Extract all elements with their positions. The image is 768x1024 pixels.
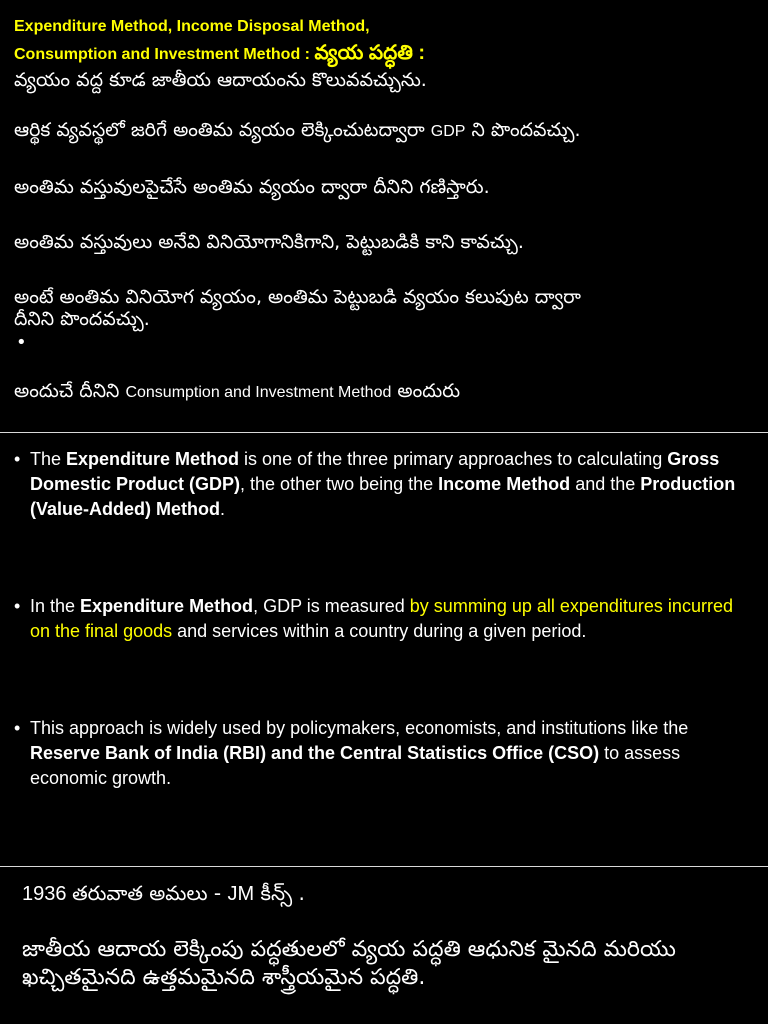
b1-t8: Production (Value-Added) Method: [30, 474, 736, 519]
telugu-line-2-text: ఆర్థిక వ్యవస్థలో జరిగే అంతిమ వ్యయం లెక్కించుటద్వారా: [14, 119, 431, 141]
b1-t1: The: [30, 449, 67, 469]
telugu-line-3: అంతిమ వస్తువులపైచేసే అంతిమ వ్యయం ద్వారా దీనిని గణిస్తారు.: [14, 176, 490, 198]
b3-t2: Reserve Bank of India (RBI) and the Central Statistics Office (CSO): [30, 743, 600, 763]
keynes-section: [0, 867, 768, 1024]
section-heading: [14, 14, 768, 68]
conclusion-line: జాతీయ ఆదాయ లెక్కింపు పద్ధతులలో వ్యయ పద్ధతి ఆధునిక మైనది మరియు ఖచ్చితమైనది ఉత్తమమైనది శాస్త్రీయమైన పద్ధతి.: [22, 937, 676, 990]
b1-t5: , the other two being the: [240, 474, 439, 494]
b1-t6: Income Method: [438, 474, 571, 494]
b1-t2: Expenditure Method: [66, 449, 240, 469]
keynes-te: తరువాత అమలు -: [72, 881, 228, 905]
telugu-line-1: వ్యయం వద్ద కూడ జాతీయ ఆదాయంను కొలువవచ్చును.: [14, 69, 427, 91]
bullet-dot: •: [16, 332, 27, 353]
b2-t5: and services within a country during a given period.: [172, 621, 587, 641]
b2-t1: In the: [30, 596, 81, 616]
telugu-line-6-end: అందురు: [391, 380, 461, 402]
heading-line-2-te: వ్యయ పద్ధతి :: [314, 42, 426, 64]
b1-t4: Gross Domestic Product (GDP): [30, 449, 720, 494]
b3-t1: This approach is widely used by policymakers, economists, and institutions like the: [30, 718, 689, 738]
b3-t3: to assess economic growth.: [30, 743, 681, 788]
keynes-year: 1936: [22, 883, 73, 905]
b2-t3: , GDP is measured: [253, 596, 410, 616]
telugu-line-6-en: Consumption and Investment Method: [125, 384, 392, 401]
telugu-line-2: [14, 118, 768, 144]
telugu-line-2-end: ని పొందవచ్చు.: [465, 119, 581, 141]
telugu-section: [0, 0, 768, 432]
heading-line-2: [14, 40, 768, 68]
keynes-jm: JM: [227, 883, 255, 905]
heading-line-2-en: Consumption and Investment Method :: [14, 46, 315, 63]
telugu-line-6-text: అందుచే దీనిని: [14, 380, 126, 402]
heading-line-1: Expenditure Method, Income Disposal Method,: [14, 18, 370, 35]
telugu-line-6: [14, 379, 768, 405]
bullet-1: [14, 447, 750, 522]
b2-t2: Expenditure Method: [80, 596, 254, 616]
telugu-line-4: అంతిమ వస్తువులు అనేవి వినియోగానికిగాని, పెట్టుబడికి కాని కావచ్చు.: [14, 231, 524, 253]
telugu-line-5b: దీనిని పొందవచ్చు.: [14, 308, 150, 330]
english-section: [0, 433, 768, 866]
b1-t7: and the: [570, 474, 641, 494]
telugu-line-5a: అంటే అంతిమ వినియోగ వ్యయం, అంతిమ పెట్టుబడి వ్యయం కలుపుట ద్వారా: [14, 286, 581, 308]
b1-t3: is one of the three primary approaches to calculating: [239, 449, 668, 469]
b1-t9: .: [220, 499, 226, 519]
keynes-line: [22, 879, 768, 908]
bullet-2: [14, 594, 750, 644]
keynes-te-end: కీన్స్ .: [254, 881, 305, 905]
telugu-line-2-gdp: GDP: [430, 123, 466, 140]
b2-t4-highlight: by summing up all expenditures incurred on the final goods: [30, 596, 733, 641]
bullet-3: [14, 716, 750, 791]
